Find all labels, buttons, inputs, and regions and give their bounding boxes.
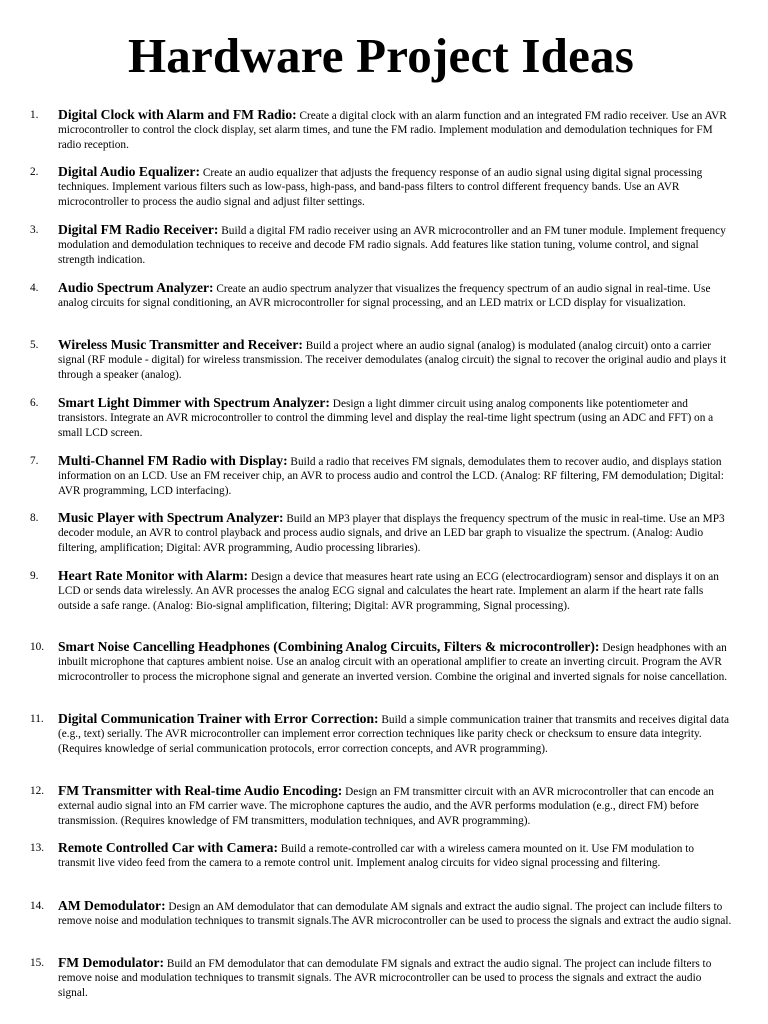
item-heading: Smart Noise Cancelling Headphones (Combining Analog Circuits, Filters & microcontroller): bbox=[58, 639, 600, 654]
list-item bbox=[30, 956, 732, 1000]
item-text: Create an audio equalizer that adjusts the frequency response of an audio signal using digital signal processing techniques. Implement various filters such as low-pass, high-pass, and band-pass filters to control different frequency bands. Use an AVR microcontroller to process the audio signal and adjust filter settings. bbox=[58, 167, 703, 208]
list-item bbox=[30, 569, 732, 613]
list-item bbox=[30, 108, 732, 152]
list-item bbox=[30, 338, 732, 382]
item-heading: Digital FM Radio Receiver: bbox=[58, 222, 219, 237]
item-text: Design a light dimmer circuit using analog components like potentiometer and transistors. Integrate an AVR microcontroller to control the dimming level and display the real-time light spectrum (using an ADC and FFT) on a small LCD screen. bbox=[58, 398, 714, 439]
item-heading: Smart Light Dimmer with Spectrum Analyzer: bbox=[58, 395, 330, 410]
item-number: 13. bbox=[30, 842, 45, 854]
item-number: 1. bbox=[30, 109, 39, 121]
item-heading: Wireless Music Transmitter and Receiver: bbox=[58, 337, 303, 352]
item-heading: Heart Rate Monitor with Alarm: bbox=[58, 568, 249, 583]
item-number: 5. bbox=[30, 339, 39, 351]
item-heading: Music Player with Spectrum Analyzer: bbox=[58, 510, 284, 525]
item-text: Design an FM transmitter circuit with an AVR microcontroller that can encode an external audio signal into an FM carrier wave. The microphone captures the audio, and the AVR performs modulation (e.g., direct FM) before transmission. (Requires knowledge of FM transmitters, modulation techniques, and AVR programming). bbox=[58, 786, 714, 827]
item-number: 15. bbox=[30, 957, 45, 969]
item-text: Build a remote-controlled car with a wireless camera mounted on it. Use FM modulation to transmit live video feed from the camera to a remote control unit. Implement analog circuits for video signal processing and filtering. bbox=[58, 843, 694, 870]
item-heading: AM Demodulator: bbox=[58, 898, 166, 913]
item-text: Design an AM demodulator that can demodulate AM signals and extract the audio signal. The project can include filters to remove noise and modulation techniques to transmit signals.The AVR microcontroller can be used to process the signals and extract the audio signal. bbox=[58, 901, 732, 928]
list-item bbox=[30, 712, 732, 756]
list-item bbox=[30, 165, 732, 209]
list-item bbox=[30, 454, 732, 498]
item-number: 6. bbox=[30, 397, 39, 409]
item-heading: Audio Spectrum Analyzer: bbox=[58, 280, 214, 295]
item-heading: FM Transmitter with Real-time Audio Encoding: bbox=[58, 783, 343, 798]
list-item bbox=[30, 511, 732, 555]
item-text: Build a radio that receives FM signals, demodulates them to recover audio, and displays station information on an LCD. Use an FM receiver chip, an AVR to process audio and control the LCD. (Analog: RF filtering, FM demodulation; Digital: AVR programming, LCD interfacing). bbox=[58, 456, 724, 497]
item-heading: FM Demodulator: bbox=[58, 955, 165, 970]
page-title: Hardware Project Ideas bbox=[127, 28, 635, 83]
item-heading: Digital Clock with Alarm and FM Radio: bbox=[58, 107, 297, 122]
item-text: Build a digital FM radio receiver using an AVR microcontroller and an FM tuner module. Implement frequency modulation and demodulation techniques to receive and decode FM radio signals. Add features like station tuning, volume control, and signal strength indication. bbox=[58, 225, 726, 266]
list-item bbox=[30, 223, 732, 267]
list-item bbox=[30, 899, 732, 929]
list-item bbox=[30, 841, 732, 871]
item-number: 10. bbox=[30, 641, 45, 653]
item-number: 7. bbox=[30, 455, 39, 467]
item-number: 14. bbox=[30, 900, 45, 912]
list-item bbox=[30, 640, 732, 684]
item-number: 9. bbox=[30, 570, 39, 582]
item-number: 8. bbox=[30, 512, 39, 524]
item-text: Build a simple communication trainer that transmits and receives digital data (e.g., text) serially. The AVR microcontroller can implement error correction techniques like parity check or checksum to ensure data integrity. (Requires knowledge of serial communication protocols, error correction concepts, and AVR programming). bbox=[58, 714, 729, 755]
item-text: Build an MP3 player that displays the frequency spectrum of the music in real-time. Use an MP3 decoder module, an AVR to control playback and process audio signals, and drive an LED bar graph to visualize the spectrum. (Analog: Audio filtering, amplification; Digital: AVR programming, Audio processing libraries). bbox=[58, 513, 725, 554]
item-text: Create an audio spectrum analyzer that visualizes the frequency spectrum of an audio signal in real-time. Use analog circuits for signal conditioning, an AVR microcontroller for signal processing, and an LED matrix or LCD display for visualization. bbox=[58, 283, 711, 310]
item-heading: Remote Controlled Car with Camera: bbox=[58, 840, 278, 855]
item-text: Design headphones with an inbuilt microphone that captures ambient noise. Use an analog circuit with an operational amplifier to create an inverting circuit. Program the AVR microcontroller to process the microphone signal and generate an inverted version. Combine the original and inverted signals for noise cancellation. bbox=[58, 642, 728, 683]
item-text: Build a project where an audio signal (analog) is modulated (analog circuit) onto a carrier signal (RF module - digital) for wireless transmission. The receiver demodulates (analog circuit) the signal to recover the original audio and plays it through a speaker (analog). bbox=[58, 340, 727, 381]
item-number: 11. bbox=[30, 713, 44, 725]
item-heading: Multi-Channel FM Radio with Display: bbox=[58, 453, 288, 468]
item-number: 2. bbox=[30, 166, 39, 178]
item-number: 3. bbox=[30, 224, 39, 236]
list-item bbox=[30, 784, 732, 828]
list-item bbox=[30, 281, 732, 311]
item-number: 4. bbox=[30, 282, 39, 294]
item-text: Build an FM demodulator that can demodulate FM signals and extract the audio signal. The project can include filters to remove noise and modulation techniques to transmit signals. The AVR microcontroller can be used to process the signals and extract the audio signal. bbox=[58, 958, 712, 999]
item-text: Design a device that measures heart rate using an ECG (electrocardiogram) sensor and displays it on an LCD or sends data wirelessly. An AVR processes the analog ECG signal and calculates the heart rate. Implement an alarm if the heart rate falls outside a safe range. (Analog: Bio-signal amplification, filtering; Digital: AVR programming, Signal processing). bbox=[58, 571, 719, 612]
item-text: Create a digital clock with an alarm function and an integrated FM radio receiver. Use an AVR microcontroller to control the clock display, set alarm times, and tune the FM radio. Implement modulation and demodulation techniques for FM radio reception. bbox=[58, 110, 727, 151]
list-item bbox=[30, 396, 732, 440]
item-heading: Digital Audio Equalizer: bbox=[58, 164, 200, 179]
item-heading: Digital Communication Trainer with Error Correction: bbox=[58, 711, 379, 726]
item-number: 12. bbox=[30, 785, 45, 797]
